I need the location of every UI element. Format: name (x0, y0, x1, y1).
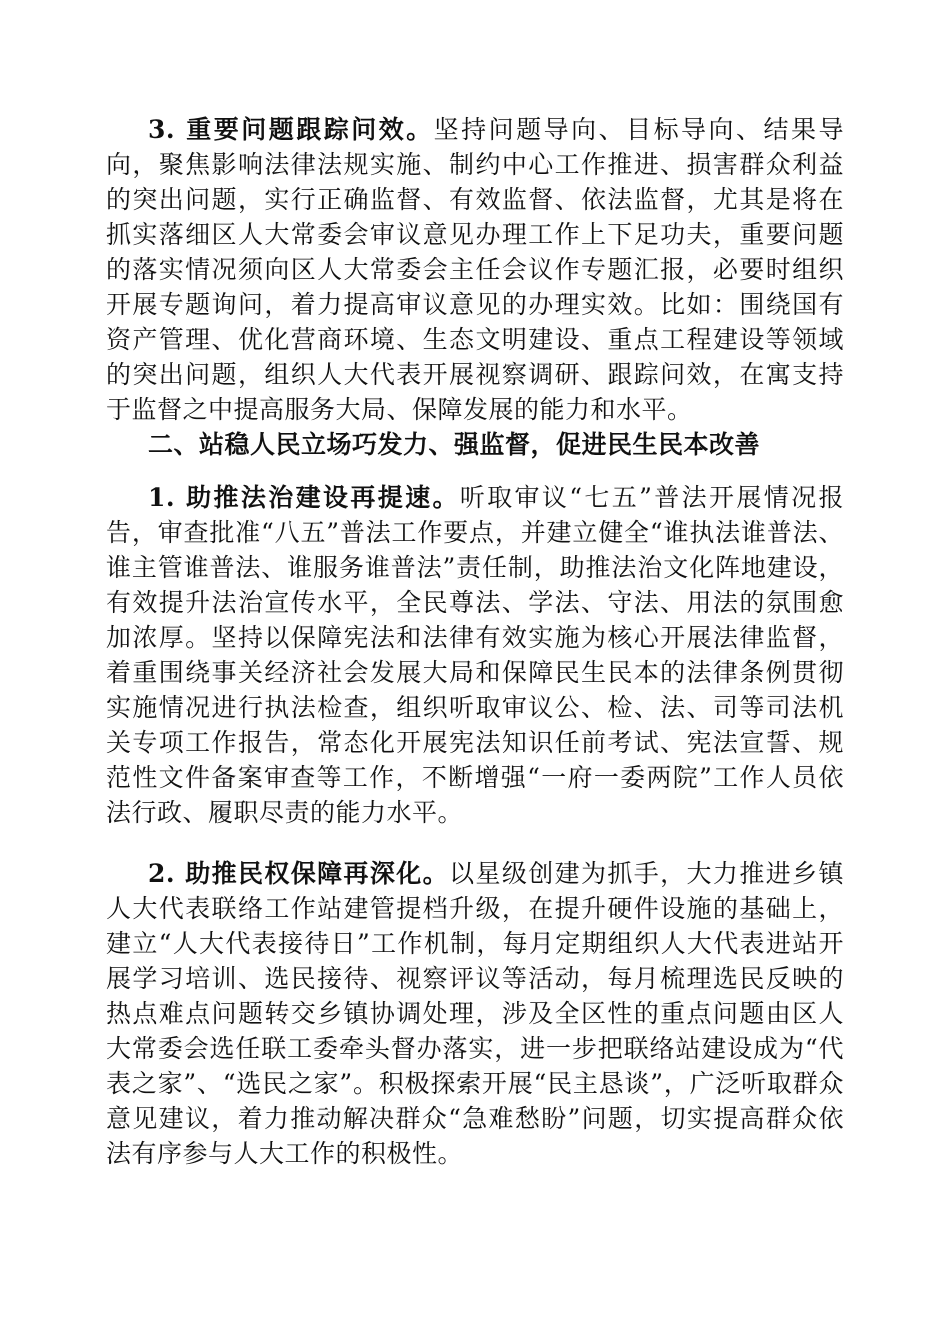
paragraph-body: 以星级创建为抓手，大力推进乡镇人大代表联络工作站建管提档升级，在提升硬件设施的基础上，建立“人大代表接待日”工作机制，每月定期组织人大代表进站开展学习培训、选民接待、视察评议等活动，每月梳理选民反映的热点难点问题转交乡镇协调处理，涉及全区性的重点问题由区人大常委会选任联工委牵头督办落实，进一步把联络站建设成为“代表之家”、“选民之家”。积极探索开展“民主恳谈”，广泛听取群众意见建议，着力推动解决群众“急难愁盼”问题，切实提高群众依法有序参与人大工作的积极性。 (106, 859, 844, 1168)
paragraph-lead-title: 2. 助推民权保障再深化。 (148, 859, 450, 888)
paragraph-civil-rights (106, 856, 844, 1171)
document-page (106, 112, 844, 1171)
paragraph-lead-title: 1. 助推法治建设再提速。 (148, 483, 460, 512)
section-heading: 二、站稳人民立场巧发力、强监督，促进民生民本改善 (148, 430, 761, 459)
paragraph-oversight-tracking (106, 112, 844, 427)
paragraph-body: 听取审议“七五”普法开展情况报告，审查批准“八五”普法工作要点，并建立健全“谁执法谁普法、谁主管谁普法、谁服务谁普法”责任制，助推法治文化阵地建设，有效提升法治宣传水平，全民尊法、学法、守法、用法的氛围愈加浓厚。坚持以保障宪法和法律有效实施为核心开展法律监督，着重围绕事关经济社会发展大局和保障民生民本的法律条例贯彻实施情况进行执法检查，组织听取审议公、检、法、司等司法机关专项工作报告，常态化开展宪法知识任前考试、宪法宣誓、规范性文件备案审查等工作，不断增强“一府一委两院”工作人员依法行政、履职尽责的能力水平。 (106, 483, 844, 827)
paragraph-body: 坚持问题导向、目标导向、结果导向，聚焦影响法律法规实施、制约中心工作推进、损害群众利益的突出问题，实行正确监督、有效监督、依法监督，尤其是将在抓实落细区人大常委会审议意见办理工作上下足功夫，重要问题的落实情况须向区人大常委会主任会议作专题汇报，必要时组织开展专题询问，着力提高审议意见的办理实效。比如：围绕国有资产管理、优化营商环境、生态文明建设、重点工程建设等领域的突出问题，组织人大代表开展视察调研、跟踪问效，在寓支持于监督之中提高服务大局、保障发展的能力和水平。 (106, 115, 844, 424)
paragraph-lead-title: 3. 重要问题跟踪问效。 (148, 115, 434, 144)
paragraph-rule-of-law (106, 480, 844, 830)
